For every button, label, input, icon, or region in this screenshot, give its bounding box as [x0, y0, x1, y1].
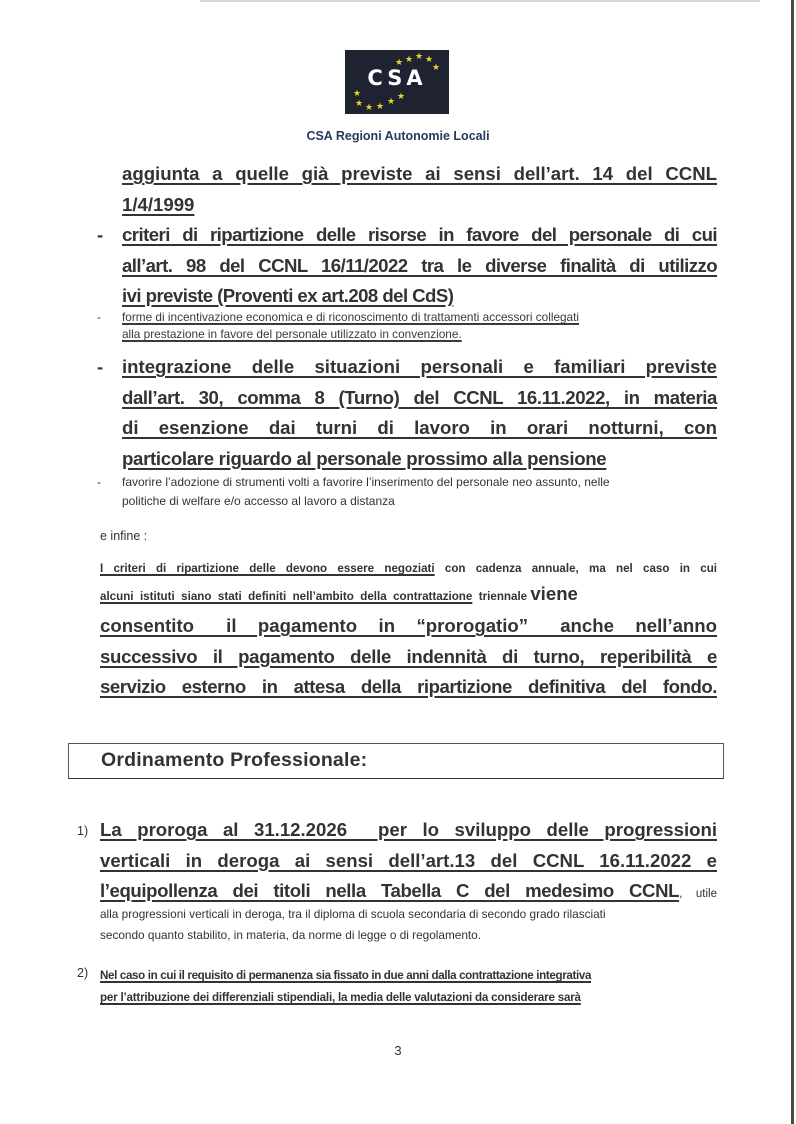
numbered-item-detail — [100, 904, 720, 946]
final-paragraph — [100, 558, 717, 703]
text-line: favorire l’adozione di strumenti volti a favorire l’inserimento del personale neo assunto, nelle — [122, 475, 610, 489]
scan-edge-top — [200, 0, 760, 2]
svg-text:★: ★ — [395, 58, 404, 68]
logo-text: CSA — [367, 66, 427, 90]
svg-text:★: ★ — [415, 52, 424, 62]
text-segment: triennale — [472, 590, 531, 603]
text-line: particolare riguardo al personale prossimo alla pensione — [122, 447, 607, 469]
section-title: Ordinamento Professionale: — [101, 749, 368, 771]
text-line: Nel caso in cui il requisito di permanenza sia fissato in due anni dalla contrattazione integrativa — [100, 969, 592, 982]
text-line: politiche di welfare e/o accesso al lavoro a distanza — [122, 494, 395, 508]
text-line: ivi previste (Proventi ex art.208 del CdS) — [122, 285, 454, 306]
svg-text:★: ★ — [432, 63, 441, 73]
bullet-marker: - — [97, 475, 101, 489]
text-segment: , utile — [679, 888, 717, 900]
text-line: aggiunta a quelle già previste ai sensi dell’art. 14 del CCNL — [122, 163, 717, 184]
bullet-item — [97, 352, 717, 474]
page-number: 3 — [394, 1043, 402, 1058]
text-line: alla progressioni verticali in deroga, tra il diploma di scuola secondaria di secondo grado rilasciati — [100, 907, 606, 921]
scan-edge-right — [791, 0, 794, 1124]
bullet-item — [97, 220, 717, 312]
text-line: servizio esterno in attesa della ripartizione definitiva del fondo. — [100, 676, 717, 697]
text-line: consentito il pagamento in “prorogatio” anche nell’anno — [100, 615, 717, 636]
finally-label: e infine : — [100, 529, 148, 543]
text-line: successivo il pagamento delle indennità di turno, reperibilità e — [100, 645, 717, 667]
text-line: dall’art. 30, comma 8 (Turno) del CCNL 16.11.2022, in materia — [122, 386, 717, 408]
text-line — [100, 558, 717, 580]
continuation-paragraph — [122, 159, 717, 220]
csa-logo — [345, 50, 449, 114]
organization-name: CSA Regioni Autonomie Locali — [306, 129, 490, 143]
bullet-marker: - — [97, 224, 104, 245]
text-line: criteri di ripartizione delle risorse in favore del personale di cui — [122, 224, 717, 245]
text-line: di esenzione dai turni di lavoro in orari notturni, con — [122, 417, 717, 438]
text-line: 1/4/1999 — [122, 193, 195, 215]
svg-text:★: ★ — [387, 97, 396, 107]
text-line: integrazione delle situazioni personali e familiari previste — [122, 356, 717, 377]
item-number: 2) — [77, 966, 89, 980]
text-line: all’art. 98 del CCNL 16/11/2022 tra le diverse finalità di utilizzo — [122, 254, 717, 276]
bullet-marker: - — [97, 356, 104, 377]
svg-text:★: ★ — [425, 55, 434, 65]
numbered-item — [100, 815, 717, 910]
text-line: La proroga al 31.12.2026 per lo sviluppo delle progressioni — [100, 819, 717, 840]
text-segment: l’equipollenza dei titoli nella Tabella C del medesimo CCNL — [100, 880, 680, 901]
svg-text:★: ★ — [376, 102, 385, 112]
text-line — [100, 580, 717, 611]
svg-text:★: ★ — [405, 55, 414, 65]
text-segment: I criteri di ripartizione delle devono essere negoziati — [100, 562, 435, 575]
text-line: alla prestazione in favore del personale utilizzato in convenzione. — [122, 327, 462, 341]
svg-text:★: ★ — [353, 89, 362, 99]
text-segment: viene — [530, 583, 578, 604]
bullet-item — [97, 473, 722, 511]
text-segment: con cadenza annuale, ma nel caso in cui — [434, 562, 718, 575]
item-number: 1) — [77, 824, 89, 838]
text-line: forme di incentivazione economica e di riconoscimento di trattamenti accessori collegati — [122, 310, 580, 324]
text-line: per l’attribuzione dei differenziali stipendiali, la media delle valutazioni da considerare sarà — [100, 991, 581, 1004]
text-line: verticali in deroga ai sensi dell’art.13 del CCNL 16.11.2022 e — [100, 849, 717, 871]
text-line: secondo quanto stabilito, in materia, da norme di legge o di regolamento. — [100, 928, 482, 942]
svg-text:★: ★ — [397, 92, 406, 102]
svg-text:★: ★ — [355, 99, 364, 109]
numbered-item — [100, 965, 720, 1009]
svg-text:★: ★ — [365, 103, 374, 113]
bullet-item — [97, 309, 722, 343]
bullet-marker: - — [97, 310, 101, 324]
text-segment: alcuni istituti siano stati definiti nell’ambito della contrattazione — [100, 590, 473, 603]
section-header-box — [68, 743, 724, 779]
